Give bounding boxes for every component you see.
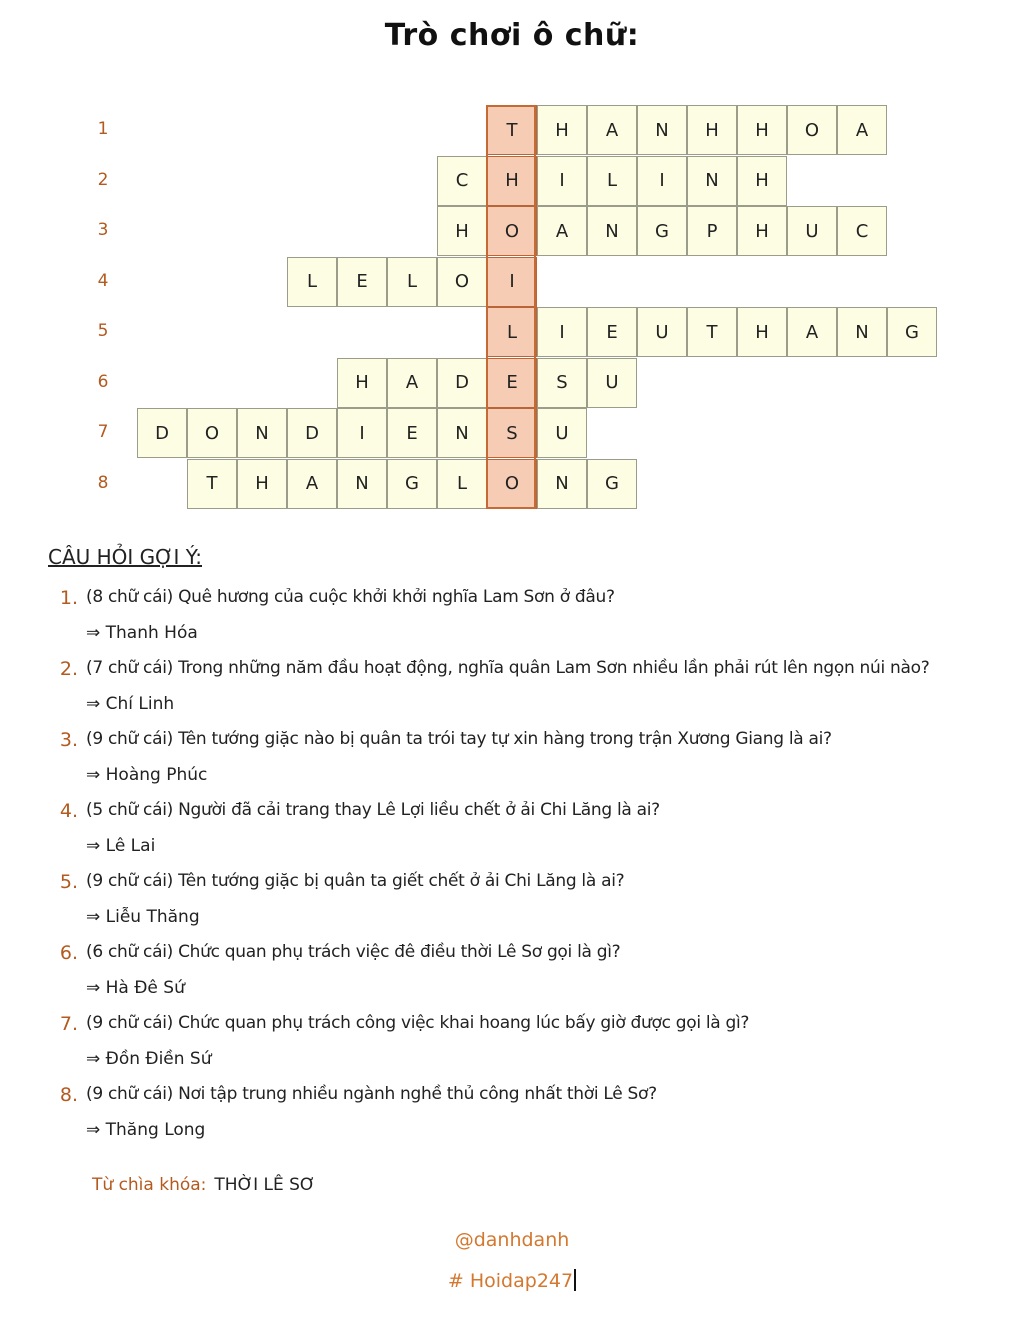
grid-cell: I — [637, 156, 687, 206]
grid-cell: O — [187, 408, 237, 458]
grid-cell: C — [837, 206, 887, 256]
grid-cell: U — [537, 408, 587, 458]
grid-cell: S — [537, 358, 587, 408]
grid-cell: A — [787, 307, 837, 357]
grid-cell: N — [587, 206, 637, 256]
grid-cell: N — [837, 307, 887, 357]
grid-cell: A — [537, 206, 587, 256]
grid-cell: A — [587, 105, 637, 155]
row-number: 7 — [97, 422, 109, 442]
grid-cell: I — [337, 408, 387, 458]
question-text: (5 chữ cái) Người đã cải trang thay Lê Lợi liều chết ở ải Chi Lăng là ai? — [86, 800, 660, 820]
row-number: 2 — [97, 169, 109, 190]
question-item — [48, 725, 1008, 796]
grid-cell: U — [587, 358, 637, 408]
question-answer: ⇒ Hà Đê Sứ — [86, 978, 185, 998]
keyword-cell: E — [487, 358, 537, 408]
grid-cell: D — [137, 408, 187, 458]
question-answer: ⇒ Chí Linh — [86, 694, 175, 714]
grid-cell: P — [687, 206, 737, 256]
keyword-cell: T — [487, 105, 537, 155]
grid-cell: H — [687, 105, 737, 155]
grid-cell: E — [387, 408, 437, 458]
grid-cell: O — [787, 105, 837, 155]
grid-cell: T — [187, 459, 237, 509]
question-text: (6 chữ cái) Chức quan phụ trách việc đê điều thời Lê Sơ gọi là gì? — [86, 942, 621, 962]
question-number: 3. — [59, 729, 78, 751]
grid-cell: N — [537, 459, 587, 509]
grid-cell: G — [387, 459, 437, 509]
question-answer: ⇒ Lê Lai — [86, 836, 156, 856]
grid-cell: G — [637, 206, 687, 256]
grid-cell: U — [637, 307, 687, 357]
question-item — [48, 583, 1008, 654]
author-handle: @danhdanh — [454, 1229, 570, 1251]
keyword-value: THỜI LÊ SƠ — [214, 1175, 316, 1195]
row-number: 1 — [97, 119, 109, 139]
question-answer: ⇒ Đồn Điền Sứ — [86, 1049, 212, 1069]
keyword-line — [92, 1175, 315, 1195]
grid-cell: D — [437, 358, 487, 408]
grid-cell: C — [437, 156, 487, 206]
row-number: 3 — [97, 220, 109, 240]
grid-cell: N — [337, 459, 387, 509]
question-number: 2. — [59, 658, 78, 680]
question-number: 5. — [59, 871, 78, 893]
grid-cell: L — [587, 156, 637, 206]
question-answer: ⇒ Thanh Hóa — [86, 623, 198, 643]
grid-cell: N — [687, 156, 737, 206]
question-number: 8. — [59, 1084, 78, 1106]
grid-cell: H — [737, 105, 787, 155]
question-item — [48, 938, 1008, 1009]
question-item — [48, 796, 1008, 867]
question-text: (9 chữ cái) Chức quan phụ trách công việc khai hoang lúc bấy giờ được gọi là gì? — [86, 1013, 750, 1033]
grid-cell: H — [537, 105, 587, 155]
grid-cell: N — [637, 105, 687, 155]
question-answer: ⇒ Liễu Thăng — [86, 907, 200, 927]
grid-cell: I — [537, 156, 587, 206]
grid-cell: E — [587, 307, 637, 357]
question-list — [48, 583, 1008, 1151]
keyword-cell: I — [487, 257, 537, 307]
row-number: 4 — [97, 270, 109, 291]
grid-cell: H — [737, 156, 787, 206]
grid-cell: I — [537, 307, 587, 357]
question-item — [48, 867, 1008, 938]
grid-cell: A — [387, 358, 437, 408]
keyword-cell: O — [487, 459, 537, 509]
question-text: (9 chữ cái) Tên tướng giặc nào bị quân ta trói tay tự xin hàng trong trận Xương Giang là ai? — [86, 729, 832, 749]
grid-cell: O — [437, 257, 487, 307]
grid-cell: N — [237, 408, 287, 458]
grid-cell: T — [687, 307, 737, 357]
page-title: Trò chơi ô chữ: — [384, 18, 640, 53]
grid-cell: A — [837, 105, 887, 155]
grid-cell: L — [387, 257, 437, 307]
grid-cell: H — [737, 206, 787, 256]
question-number: 1. — [59, 587, 78, 609]
hashtag-text: # Hoidap247 — [447, 1270, 574, 1292]
question-number: 4. — [59, 800, 78, 822]
hashtag-footer — [0, 1269, 1024, 1292]
question-answer: ⇒ Hoàng Phúc — [86, 765, 208, 785]
question-item — [48, 1009, 1008, 1080]
keyword-cell: S — [487, 408, 537, 458]
grid-cell: N — [437, 408, 487, 458]
row-number: 6 — [97, 371, 109, 392]
keyword-cell: O — [487, 206, 537, 256]
row-number: 8 — [97, 472, 109, 493]
grid-cell: G — [587, 459, 637, 509]
keyword-cell: H — [487, 156, 537, 206]
grid-cell: H — [337, 358, 387, 408]
hint-section-heading: CÂU HỎI GỢI Ý: — [48, 545, 202, 569]
grid-cell: H — [237, 459, 287, 509]
question-text: (9 chữ cái) Nơi tập trung nhiều ngành nghề thủ công nhất thời Lê Sơ? — [86, 1084, 657, 1104]
grid-cell: H — [437, 206, 487, 256]
question-text: (9 chữ cái) Tên tướng giặc bị quân ta giết chết ở ải Chi Lăng là ai? — [86, 871, 625, 891]
grid-cell: A — [287, 459, 337, 509]
grid-cell: U — [787, 206, 837, 256]
grid-cell: D — [287, 408, 337, 458]
question-item — [48, 1080, 1008, 1151]
question-answer: ⇒ Thăng Long — [86, 1120, 206, 1140]
grid-cell: L — [287, 257, 337, 307]
question-text: (8 chữ cái) Quê hương của cuộc khởi khởi nghĩa Lam Sơn ở đâu? — [86, 587, 615, 607]
grid-cell: E — [337, 257, 387, 307]
question-number: 7. — [59, 1013, 78, 1035]
question-text: (7 chữ cái) Trong những năm đầu hoạt động, nghĩa quân Lam Sơn nhiều lần phải rút lên ngọn núi nào? — [86, 658, 930, 678]
text-cursor — [574, 1269, 576, 1291]
question-number: 6. — [59, 942, 78, 964]
grid-cell: L — [437, 459, 487, 509]
keyword-cell: L — [487, 307, 537, 357]
keyword-label: Từ chìa khóa: — [92, 1175, 207, 1195]
row-number: 5 — [97, 321, 109, 341]
grid-cell: H — [737, 307, 787, 357]
grid-cell: G — [887, 307, 937, 357]
question-item — [48, 654, 1008, 725]
